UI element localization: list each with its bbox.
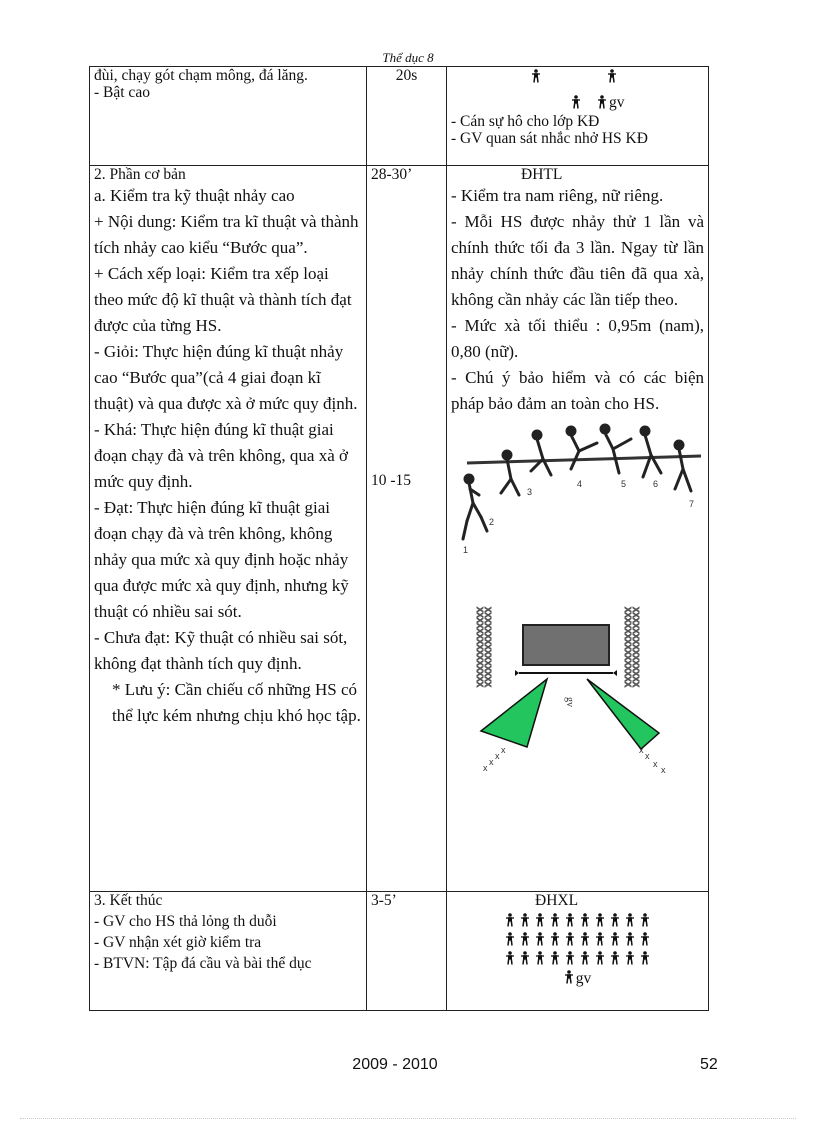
mat-edge-marks: XXXXXXXXXXXXXXX bbox=[631, 607, 640, 688]
time-cell bbox=[367, 67, 447, 166]
student-icon bbox=[520, 913, 530, 927]
content-line: đùi, chạy gót chạm mông, đá lăng. bbox=[94, 67, 308, 84]
student-icon bbox=[625, 932, 635, 946]
svg-text:x: x bbox=[645, 751, 650, 761]
section-title: 2. Phần cơ bản bbox=[94, 166, 186, 183]
student-icon bbox=[505, 951, 515, 965]
high-jump-illustration bbox=[447, 421, 701, 571]
svg-text:x: x bbox=[501, 745, 506, 755]
method-line: - Kiểm tra nam riêng, nữ riêng. bbox=[451, 186, 664, 205]
stage-number: 6 bbox=[653, 479, 659, 489]
time-value: 20s bbox=[395, 67, 418, 84]
student-icon bbox=[571, 95, 581, 109]
student-icon bbox=[505, 913, 515, 927]
svg-text:x: x bbox=[483, 763, 488, 773]
student-icon bbox=[520, 932, 530, 946]
student-icon bbox=[565, 951, 575, 965]
mat-edge-marks: XXXXXXXXXXXXXXX bbox=[623, 607, 632, 688]
content-line: - Bật cao bbox=[94, 84, 150, 101]
formation-label: ĐHXL bbox=[535, 892, 579, 909]
time-cell bbox=[367, 892, 447, 1011]
method-line: - Cán sự hô cho lớp KĐ bbox=[451, 113, 600, 130]
student-icon bbox=[610, 932, 620, 946]
page-bottom-rule bbox=[20, 1118, 796, 1119]
footer-year: 2009 - 2010 bbox=[352, 1056, 438, 1073]
student-icon bbox=[607, 69, 617, 83]
student-icon bbox=[535, 932, 545, 946]
method-line: - Mỗi HS được nhảy thử 1 lần và chính thức tối đa 3 lần. Ngay từ lần nhảy chính thức đầu tiên đã qua xà, không cần nhảy các lần tiếp theo. bbox=[451, 212, 704, 309]
gv-label: gv bbox=[575, 970, 592, 987]
stage-number: 7 bbox=[689, 499, 695, 509]
content-cell bbox=[90, 67, 367, 166]
header-title: Thể dục 8 bbox=[382, 50, 434, 65]
svg-text:x: x bbox=[489, 757, 494, 767]
student-marks bbox=[483, 745, 666, 775]
student-icon bbox=[505, 932, 515, 946]
student-icon bbox=[535, 951, 545, 965]
lesson-plan-table bbox=[89, 66, 709, 1011]
content-line: + Cách xếp loại: Kiểm tra xếp loại theo mức độ kĩ thuật và thành tích đạt được của từng HS. bbox=[94, 264, 352, 335]
run-up-zone-right bbox=[587, 679, 659, 749]
svg-text:x: x bbox=[653, 759, 658, 769]
student-icon bbox=[640, 913, 650, 927]
content-line: - Đạt: Thực hiện đúng kĩ thuật giai đoạn chạy đà và trên không, không nhảy qua mức xà quy định hoặc nhảy qua được mức xà quy định, nhưng kỹ thuật có nhiều sai sót. bbox=[94, 498, 349, 621]
student-row bbox=[451, 932, 704, 946]
run-up-zone-left bbox=[481, 679, 547, 747]
student-icon bbox=[595, 913, 605, 927]
content-line: - Khá: Thực hiện đúng kĩ thuật giai đoạn chạy đà và trên không, qua xà ở mức quy định. bbox=[94, 420, 348, 491]
stage-number: 4 bbox=[577, 479, 583, 489]
landing-mat bbox=[523, 625, 609, 665]
student-icon bbox=[610, 951, 620, 965]
method-cell bbox=[447, 67, 709, 166]
student-icon bbox=[580, 932, 590, 946]
gv-label: gv bbox=[609, 94, 625, 111]
student-row bbox=[451, 913, 704, 927]
student-icon bbox=[535, 913, 545, 927]
time-subvalue: 10 -15 bbox=[371, 472, 412, 489]
content-line: - GV nhận xét giờ kiểm tra bbox=[94, 934, 262, 951]
table-row-warmup bbox=[90, 67, 709, 166]
student-icon bbox=[565, 932, 575, 946]
content-line: - GV cho HS thả lỏng th duỗi bbox=[94, 913, 277, 930]
student-icon bbox=[550, 913, 560, 927]
svg-text:x: x bbox=[495, 751, 500, 761]
method-cell bbox=[447, 892, 709, 1011]
teacher-icon bbox=[564, 970, 574, 984]
student-icon bbox=[531, 69, 541, 83]
mat-edge-marks: XXXXXXXXXXXXXXX bbox=[475, 607, 484, 688]
field-diagram bbox=[469, 601, 689, 781]
content-line: - Giỏi: Thực hiện đúng kĩ thuật nhảy cao “Bước qua”(cả 4 giai đoạn kĩ thuật) và qua được xà ở mức quy định. bbox=[94, 342, 358, 413]
time-value: 3-5’ bbox=[371, 892, 397, 909]
time-value: 28-30’ bbox=[371, 166, 413, 183]
stage-number: 2 bbox=[489, 517, 495, 527]
note-line: * Lưu ý: Cần chiếu cố những HS có thể lực kém nhưng chịu khó học tập. bbox=[112, 680, 361, 725]
field-gv-label: gv bbox=[564, 697, 575, 707]
formation-label: ĐHTL bbox=[521, 166, 563, 183]
student-formation bbox=[451, 913, 704, 987]
student-icon bbox=[640, 932, 650, 946]
content-line: a. Kiểm tra kỹ thuật nhảy cao bbox=[94, 186, 295, 205]
student-icon bbox=[595, 932, 605, 946]
stage-number: 1 bbox=[463, 545, 469, 555]
stage-number: 5 bbox=[621, 479, 627, 489]
section-title: 3. Kết thúc bbox=[94, 892, 163, 909]
teacher-icon bbox=[597, 95, 607, 109]
student-icon bbox=[610, 913, 620, 927]
student-icon bbox=[595, 951, 605, 965]
method-cell bbox=[447, 166, 709, 892]
student-icon bbox=[580, 913, 590, 927]
table-row-main bbox=[90, 166, 709, 892]
content-cell bbox=[90, 892, 367, 1011]
svg-text:x: x bbox=[661, 765, 666, 775]
table-row-ending bbox=[90, 892, 709, 1011]
svg-text:x: x bbox=[639, 745, 644, 755]
content-line: + Nội dung: Kiểm tra kĩ thuật và thành tích nhảy cao kiểu “Bước qua”. bbox=[94, 212, 359, 257]
content-line: - BTVN: Tập đá cầu và bài thể dục bbox=[94, 955, 312, 972]
student-icon bbox=[550, 951, 560, 965]
teacher-position bbox=[451, 970, 704, 987]
student-icon bbox=[625, 913, 635, 927]
method-line: - GV quan sát nhắc nhở HS KĐ bbox=[451, 130, 648, 147]
student-icon bbox=[550, 932, 560, 946]
student-icon bbox=[520, 951, 530, 965]
mat-edge-marks: XXXXXXXXXXXXXXX bbox=[483, 607, 492, 688]
student-icon bbox=[640, 951, 650, 965]
method-line: - Chú ý bảo hiểm và có các biện pháp bảo đảm an toàn cho HS. bbox=[451, 368, 704, 413]
stage-number: 3 bbox=[527, 487, 533, 497]
content-cell bbox=[90, 166, 367, 892]
warmup-formation bbox=[451, 67, 704, 113]
page-number: 52 bbox=[700, 1056, 718, 1073]
student-icon bbox=[565, 913, 575, 927]
time-cell bbox=[367, 166, 447, 892]
student-icon bbox=[625, 951, 635, 965]
student-icon bbox=[580, 951, 590, 965]
student-row bbox=[451, 951, 704, 965]
content-line: - Chưa đạt: Kỹ thuật có nhiều sai sót, không đạt thành tích quy định. bbox=[94, 628, 348, 673]
method-line: - Mức xà tối thiểu : 0,95m (nam), 0,80 (nữ). bbox=[451, 316, 704, 361]
